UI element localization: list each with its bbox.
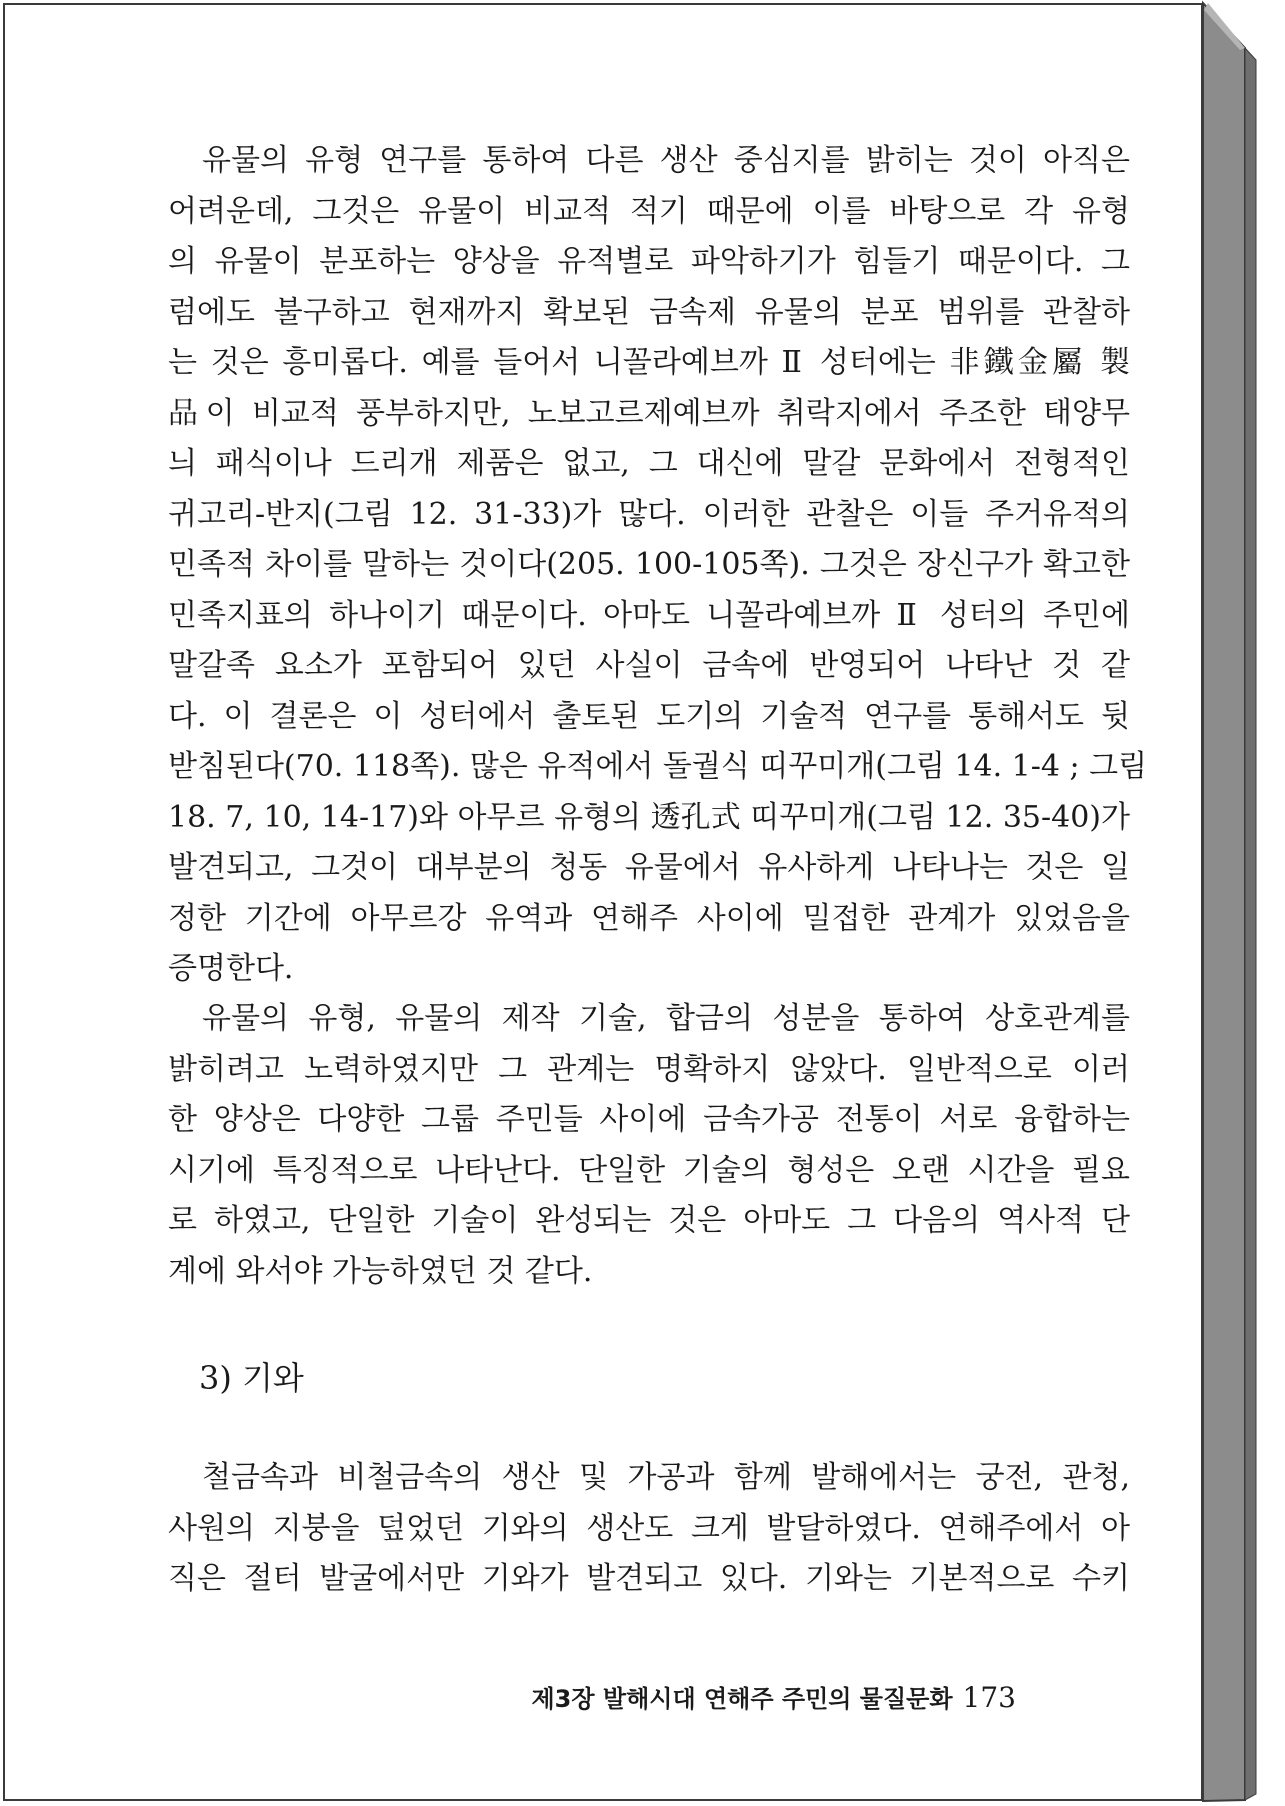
text-line: 민족지표의 하나이기 때문이다. 아마도 니꼴라예브까 Ⅱ 성터의 주민에 bbox=[168, 597, 1130, 633]
text-line: 다. 이 결론은 이 성터에서 출토된 도기의 기술적 연구를 통해서도 뒷 bbox=[168, 698, 1130, 734]
page-footer bbox=[531, 1679, 1016, 1714]
text-line: 品이 비교적 풍부하지만, 노보고르제예브까 취락지에서 주조한 태양무 bbox=[168, 395, 1130, 431]
chapter-title: 제3장 발해시대 연해주 주민의 물질문화 bbox=[531, 1685, 953, 1713]
text-line: 18. 7, 10, 14-17)와 아무르 유형의 透孔式 띠꾸미개(그림 12. 35-40)가 bbox=[168, 799, 1130, 835]
text-line: 는 것은 흥미롭다. 예를 들어서 니꼴라예브까 Ⅱ 성터에는 非鐵金屬 製 bbox=[168, 345, 1130, 380]
text-line: 철금속과 비철금속의 생산 및 가공과 함께 발해에서는 궁전, 관청, bbox=[202, 1460, 1130, 1495]
text-line: 발견되고, 그것이 대부분의 청동 유물에서 유사하게 나타나는 것은 일 bbox=[168, 850, 1130, 885]
text-line: 늬 패식이나 드리개 제품은 없고, 그 대신에 말갈 문화에서 전형적인 bbox=[168, 446, 1130, 481]
text-line: 의 유물이 분포하는 양상을 유적별로 파악하기가 힘들기 때문이다. 그 bbox=[168, 244, 1130, 279]
text-line: 민족적 차이를 말하는 것이다(205. 100-105쪽). 그것은 장신구가 확고한 bbox=[168, 547, 1130, 582]
text-line: 유물의 유형, 유물의 제작 기술, 합금의 성분을 통하여 상호관계를 bbox=[202, 1001, 1130, 1036]
text-line: 증명한다. bbox=[168, 951, 294, 986]
paragraph-1 bbox=[168, 136, 1148, 995]
page-number: 173 bbox=[962, 1681, 1016, 1714]
paragraph-2 bbox=[168, 994, 1130, 1297]
text-line: 계에 와서야 가능하였던 것 같다. bbox=[168, 1253, 593, 1289]
section-heading: 3) 기와 bbox=[199, 1359, 304, 1397]
text-line: 럼에도 불구하고 현재까지 확보된 금속제 유물의 분포 범위를 관찰하 bbox=[168, 294, 1130, 330]
text-line: 직은 절터 발굴에서만 기와가 발견되고 있다. 기와는 기본적으로 수키 bbox=[168, 1561, 1130, 1596]
page bbox=[3, 3, 1203, 1801]
text-line: 말갈족 요소가 포함되어 있던 사실이 금속에 반영되어 나타난 것 같 bbox=[168, 648, 1130, 683]
text-line: 어려운데, 그것은 유물이 비교적 적기 때문에 이를 바탕으로 각 유형 bbox=[168, 193, 1130, 229]
text-line: 밝히려고 노력하였지만 그 관계는 명확하지 않았다. 일반적으로 이러 bbox=[168, 1051, 1130, 1087]
paragraph-3 bbox=[168, 1453, 1130, 1605]
text-line: 사원의 지붕을 덮었던 기와의 생산도 크게 발달하였다. 연해주에서 아 bbox=[168, 1510, 1130, 1546]
text-line: 로 하였고, 단일한 기술이 완성되는 것은 아마도 그 다음의 역사적 단 bbox=[168, 1203, 1130, 1238]
text-line: 한 양상은 다양한 그룹 주민들 사이에 금속가공 전통이 서로 융합하는 bbox=[168, 1102, 1130, 1137]
text-line: 시기에 특징적으로 나타난다. 단일한 기술의 형성은 오랜 시간을 필요 bbox=[168, 1152, 1130, 1188]
text-line: 받침된다(70. 118쪽). 많은 유적에서 돌궐식 띠꾸미개(그림 14. 1-4 ; 그림 bbox=[168, 749, 1148, 784]
text-line: 귀고리-반지(그림 12. 31-33)가 많다. 이러한 관찰은 이들 주거유적의 bbox=[168, 496, 1130, 532]
text-line: 정한 기간에 아무르강 유역과 연해주 사이에 밀접한 관계가 있었음을 bbox=[168, 900, 1130, 936]
text-line: 유물의 유형 연구를 통하여 다른 생산 중심지를 밝히는 것이 아직은 bbox=[202, 143, 1130, 178]
